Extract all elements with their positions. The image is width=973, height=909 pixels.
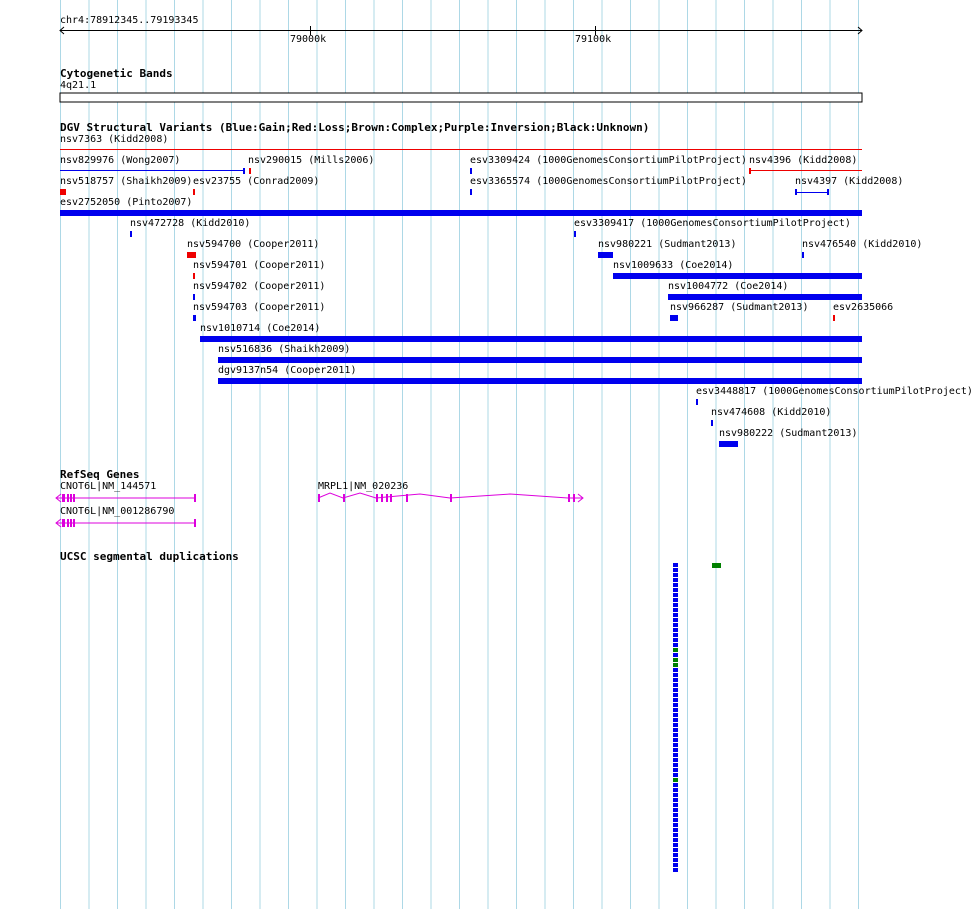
segdup-block xyxy=(673,868,678,872)
dgv-feature-label[interactable]: nsv980222 (Sudmant2013) xyxy=(719,428,858,439)
dgv-feature-glyph xyxy=(187,252,196,258)
gene-mrpl1-exon xyxy=(390,494,392,502)
ruler-tick-label: 79000k xyxy=(290,34,327,45)
dgv-feature-glyph xyxy=(668,294,862,300)
dgv-feature-glyph xyxy=(60,149,862,150)
gene-cnot6l-a-exon xyxy=(67,494,69,502)
dgv-feature-label[interactable]: esv3309417 (1000GenomesConsortiumPilotProject) xyxy=(574,218,851,229)
gene-cnot6l-b-exon xyxy=(70,519,72,527)
dgv-feature-label[interactable]: dgv9137n54 (Cooper2011) xyxy=(218,365,357,376)
dgv-feature-glyph xyxy=(749,168,751,174)
dgv-feature-label[interactable]: nsv1004772 (Coe2014) xyxy=(668,281,789,292)
dgv-feature-glyph xyxy=(833,315,835,321)
dgv-feature-glyph xyxy=(193,189,195,195)
segdup-block xyxy=(673,678,678,682)
segdup-block xyxy=(673,748,678,752)
segdup-block xyxy=(673,773,678,777)
segdup-block xyxy=(673,648,678,652)
segdup-block xyxy=(673,753,678,757)
dgv-feature-label[interactable]: nsv516836 (Shaikh2009) xyxy=(218,344,351,355)
cytoband-bar xyxy=(60,93,862,102)
dgv-feature-glyph xyxy=(470,168,472,174)
segdup-block xyxy=(673,843,678,847)
segdup-block xyxy=(673,858,678,862)
gene-cnot6l-b-exon xyxy=(67,519,69,527)
segdup-block xyxy=(673,788,678,792)
dgv-feature-glyph xyxy=(218,357,862,363)
dgv-feature-label[interactable]: nsv594701 (Cooper2011) xyxy=(193,260,326,271)
segdup-block xyxy=(673,848,678,852)
segdup-block xyxy=(673,718,678,722)
segdup-block xyxy=(673,688,678,692)
segdup-block xyxy=(673,863,678,867)
dgv-feature-glyph xyxy=(60,210,862,216)
segdup-block xyxy=(673,818,678,822)
dgv-feature-label[interactable]: esv3309424 (1000GenomesConsortiumPilotProject) xyxy=(470,155,747,166)
dgv-feature-glyph xyxy=(598,252,613,258)
dgv-feature-label[interactable]: nsv594700 (Cooper2011) xyxy=(187,239,320,250)
gene-cnot6l-b-exon xyxy=(73,519,75,527)
gene-mrpl1-exon xyxy=(568,494,570,502)
segdup-block xyxy=(673,758,678,762)
dgv-feature-glyph xyxy=(193,294,195,300)
segdup-block xyxy=(673,668,678,672)
segdup-block xyxy=(673,838,678,842)
gene-mrpl1-exon xyxy=(386,494,388,502)
segdup-block xyxy=(673,578,678,582)
segdup-block xyxy=(673,633,678,637)
segdup-block xyxy=(673,813,678,817)
track-title-segdups: UCSC segmental duplications xyxy=(60,550,239,563)
dgv-feature-glyph xyxy=(249,168,251,174)
segdup-block xyxy=(673,693,678,697)
gene-mrpl1-exon xyxy=(406,494,408,502)
track-title-cytoband: Cytogenetic Bands xyxy=(60,67,173,80)
dgv-feature-label[interactable]: nsv966287 (Sudmant2013) xyxy=(670,302,809,313)
segdup-block xyxy=(673,638,678,642)
ruler-coordinates: chr4:78912345..79193345 xyxy=(60,15,199,26)
segdup-block xyxy=(673,653,678,657)
segdup-block xyxy=(673,598,678,602)
gene-mrpl1-exon xyxy=(381,494,383,502)
dgv-feature-label[interactable]: nsv1009633 (Coe2014) xyxy=(613,260,734,271)
segdup-block xyxy=(673,583,678,587)
dgv-feature-glyph xyxy=(613,273,862,279)
dgv-feature-label[interactable]: nsv829976 (Wong2007) xyxy=(60,155,181,166)
dgv-feature-label[interactable]: nsv1010714 (Coe2014) xyxy=(200,323,321,334)
segdup-block xyxy=(673,798,678,802)
segdup-block xyxy=(673,618,678,622)
track-title-dgv: DGV Structural Variants (Blue:Gain;Red:Loss;Brown:Complex;Purple:Inversion;Black:Unknown) xyxy=(60,121,650,134)
track-title-refseq: RefSeq Genes xyxy=(60,468,140,481)
segdup-block xyxy=(673,603,678,607)
ruler-tick-label: 79100k xyxy=(575,34,612,45)
segdup-block xyxy=(673,708,678,712)
segdup-block xyxy=(673,823,678,827)
segdup-block xyxy=(673,728,678,732)
segdup-block xyxy=(673,588,678,592)
dgv-feature-glyph xyxy=(802,252,804,258)
dgv-feature-label[interactable]: nsv518757 (Shaikh2009) xyxy=(60,176,193,187)
segdup-block xyxy=(673,793,678,797)
dgv-feature-glyph xyxy=(193,315,196,321)
gene-mrpl1-exon xyxy=(450,494,452,502)
gene-cnot6l-b-exon xyxy=(62,519,65,527)
segdup-block xyxy=(673,593,678,597)
dgv-feature-glyph xyxy=(60,170,244,171)
segdup-block xyxy=(673,623,678,627)
dgv-feature-glyph xyxy=(193,273,195,279)
gene-mrpl1-exon xyxy=(376,494,378,502)
dgv-feature-label[interactable]: nsv290015 (Mills2006) xyxy=(248,155,375,166)
segdup-block xyxy=(673,673,678,677)
gene-cnot6l-a-exon xyxy=(70,494,72,502)
segdup-block xyxy=(673,808,678,812)
segdup-block xyxy=(673,723,678,727)
segdup-block xyxy=(673,783,678,787)
segdup-block xyxy=(673,563,678,567)
segdup-block xyxy=(673,743,678,747)
segdup-block xyxy=(673,683,678,687)
dgv-feature-glyph xyxy=(60,189,66,195)
dgv-feature-label[interactable]: nsv594702 (Cooper2011) xyxy=(193,281,326,292)
gene-label[interactable]: CNOT6L|NM_001286790 xyxy=(60,506,175,517)
segdup-block xyxy=(673,733,678,737)
gene-mrpl1-exon xyxy=(343,494,345,502)
segdup-block xyxy=(673,698,678,702)
dgv-feature-glyph xyxy=(696,399,698,405)
dgv-feature-glyph xyxy=(218,378,862,384)
dgv-feature-label[interactable]: nsv594703 (Cooper2011) xyxy=(193,302,326,313)
gene-mrpl1-exon xyxy=(573,494,575,502)
dgv-feature-label[interactable]: nsv7363 (Kidd2008) xyxy=(60,134,169,145)
segdup-block xyxy=(673,828,678,832)
segdup-block xyxy=(673,663,678,667)
gene-mrpl1-exon xyxy=(318,494,320,502)
dgv-feature-glyph xyxy=(470,189,472,195)
segdup-block xyxy=(673,803,678,807)
segdup-block xyxy=(673,658,678,662)
segdup-block xyxy=(712,563,721,568)
dgv-feature-glyph xyxy=(795,189,797,195)
segdup-block xyxy=(673,713,678,717)
cytoband-label[interactable]: 4q21.1 xyxy=(60,80,97,91)
dgv-feature-label[interactable]: nsv4396 (Kidd2008) xyxy=(749,155,858,166)
dgv-feature-glyph xyxy=(130,231,132,237)
dgv-feature-label[interactable]: esv2752050 (Pinto2007) xyxy=(60,197,193,208)
segdup-block xyxy=(673,833,678,837)
segdup-block xyxy=(673,778,678,782)
segdup-block xyxy=(673,573,678,577)
segdup-block xyxy=(673,568,678,572)
segdup-block xyxy=(673,853,678,857)
gene-label[interactable]: MRPL1|NM_020236 xyxy=(318,481,409,492)
segdup-block xyxy=(673,628,678,632)
gene-cnot6l-a-exon xyxy=(194,494,196,502)
segdup-block xyxy=(673,763,678,767)
dgv-feature-label[interactable]: esv3448817 (1000GenomesConsortiumPilotProject) xyxy=(696,386,973,397)
dgv-feature-glyph xyxy=(749,170,862,171)
gene-cnot6l-a-exon xyxy=(62,494,65,502)
gene-label[interactable]: CNOT6L|NM_144571 xyxy=(60,481,157,492)
dgv-feature-label[interactable]: esv2635066 xyxy=(833,302,894,313)
segdup-block xyxy=(673,613,678,617)
dgv-feature-label[interactable]: nsv474608 (Kidd2010) xyxy=(711,407,832,418)
segdup-block xyxy=(673,608,678,612)
dgv-feature-glyph xyxy=(719,441,738,447)
dgv-feature-glyph xyxy=(711,420,713,426)
dgv-feature-glyph xyxy=(574,231,576,237)
dgv-feature-label[interactable]: esv3365574 (1000GenomesConsortiumPilotProject) xyxy=(470,176,747,187)
gene-cnot6l-a-exon xyxy=(73,494,75,502)
dgv-feature-label[interactable]: nsv472728 (Kidd2010) xyxy=(130,218,251,229)
dgv-feature-label[interactable]: nsv980221 (Sudmant2013) xyxy=(598,239,737,250)
segdup-block xyxy=(673,768,678,772)
segdup-block xyxy=(673,738,678,742)
dgv-feature-glyph xyxy=(243,168,245,174)
dgv-feature-glyph xyxy=(827,189,829,195)
dgv-feature-label[interactable]: esv23755 (Conrad2009) xyxy=(193,176,320,187)
dgv-feature-glyph xyxy=(670,315,678,321)
segdup-block xyxy=(673,643,678,647)
dgv-feature-label[interactable]: nsv476540 (Kidd2010) xyxy=(802,239,923,250)
dgv-feature-label[interactable]: nsv4397 (Kidd2008) xyxy=(795,176,904,187)
dgv-feature-glyph xyxy=(200,336,862,342)
segdup-block xyxy=(673,703,678,707)
gene-cnot6l-b-exon xyxy=(194,519,196,527)
